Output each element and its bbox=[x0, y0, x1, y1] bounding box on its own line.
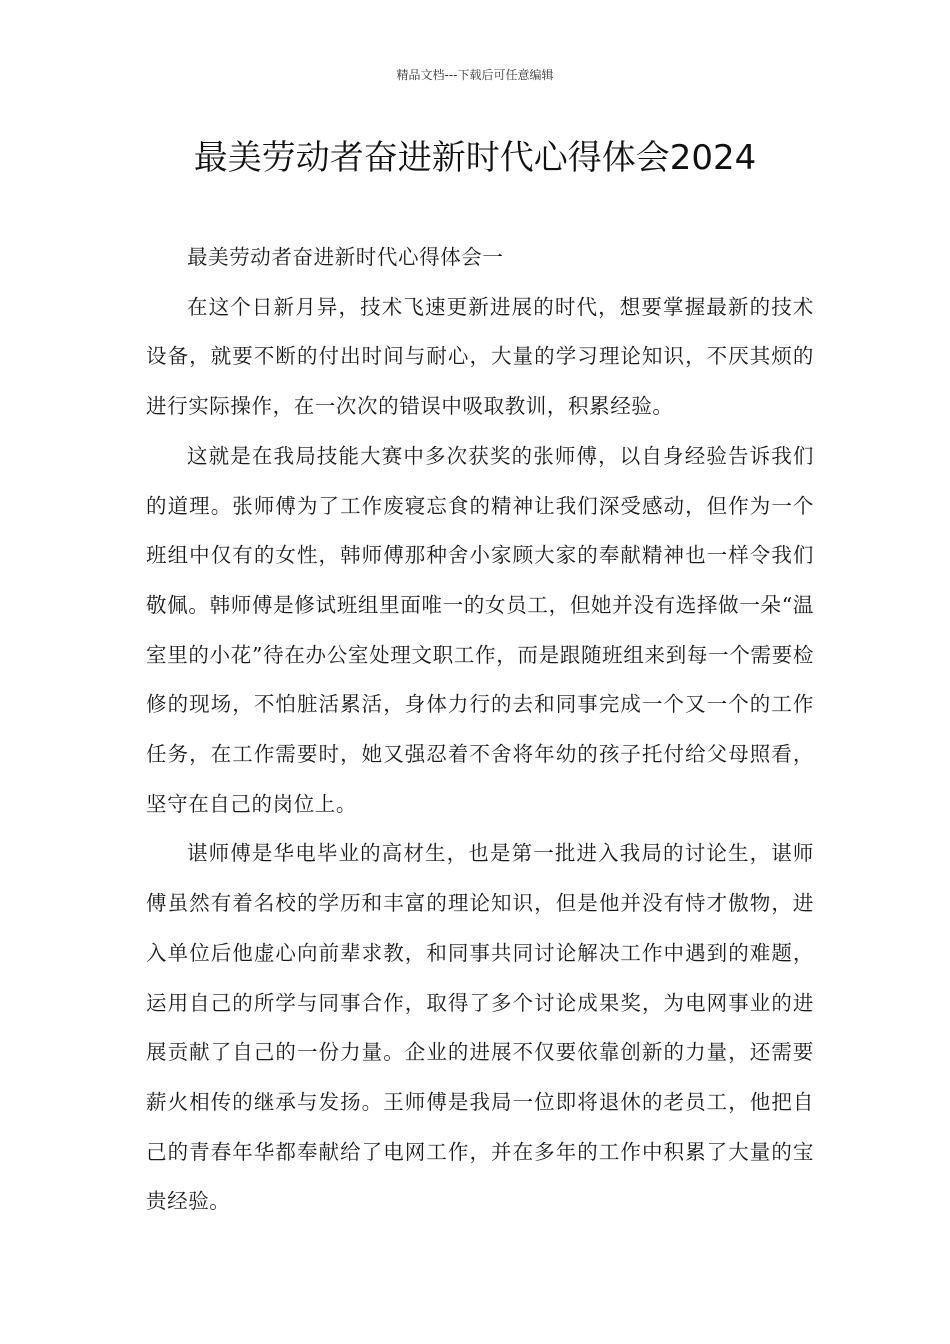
document-title: 最美劳动者奋进新时代心得体会2024 bbox=[193, 138, 757, 178]
paragraph-3: 谌师傅是华电毕业的高材生，也是第一批进入我局的讨论生，谌师傅虽然有着名校的学历和丰富的理论知识，但是他并没有恃才傲物，进入单位后他虚心向前辈求教，和同事共同讨论解决工作中遇到的难题，运用自己的所学与同事合作，取得了多个讨论成果奖，为电网事业的进展贡献了自己的一份力量。企业的进展不仅要依靠创新的力量，还需要薪火相传的继承与发扬。王师傅是我局一位即将退休的老员工，他把自己的青春年华都奉献给了电网工作，并在多年的工作中积累了大量的宝贵经验。 bbox=[146, 841, 814, 1214]
section-heading: 最美劳动者奋进新时代心得体会一 bbox=[187, 245, 504, 269]
header-note: 精品文档---下载后可任意编辑 bbox=[396, 68, 554, 82]
paragraph-1: 在这个日新月异，技术飞速更新进展的时代，想要掌握最新的技术设备，就要不断的付出时间与耐心，大量的学习理论知识，不厌其烦的进行实际操作，在一次次的错误中吸取教训，积累经验。 bbox=[146, 294, 814, 419]
document-body bbox=[146, 233, 814, 1227]
paragraph-2: 这就是在我局技能大赛中多次获奖的张师傅，以自身经验告诉我们的道理。张师傅为了工作废寝忘食的精神让我们深受感动，但作为一个班组中仅有的女性，韩师傅那种舍小家顾大家的奉献精神也一样令我们敬佩。韩师傅是修试班组里面唯一的女员工，但她并没有选择做一朵“温室里的小花”待在办公室处理文职工作，而是跟随班组来到每一个需要检修的现场，不怕脏活累活，身体力行的去和同事完成一个又一个的工作任务，在工作需要时，她又强忍着不舍将年幼的孩子托付给父母照看，坚守在自己的岗位上。 bbox=[146, 443, 814, 816]
